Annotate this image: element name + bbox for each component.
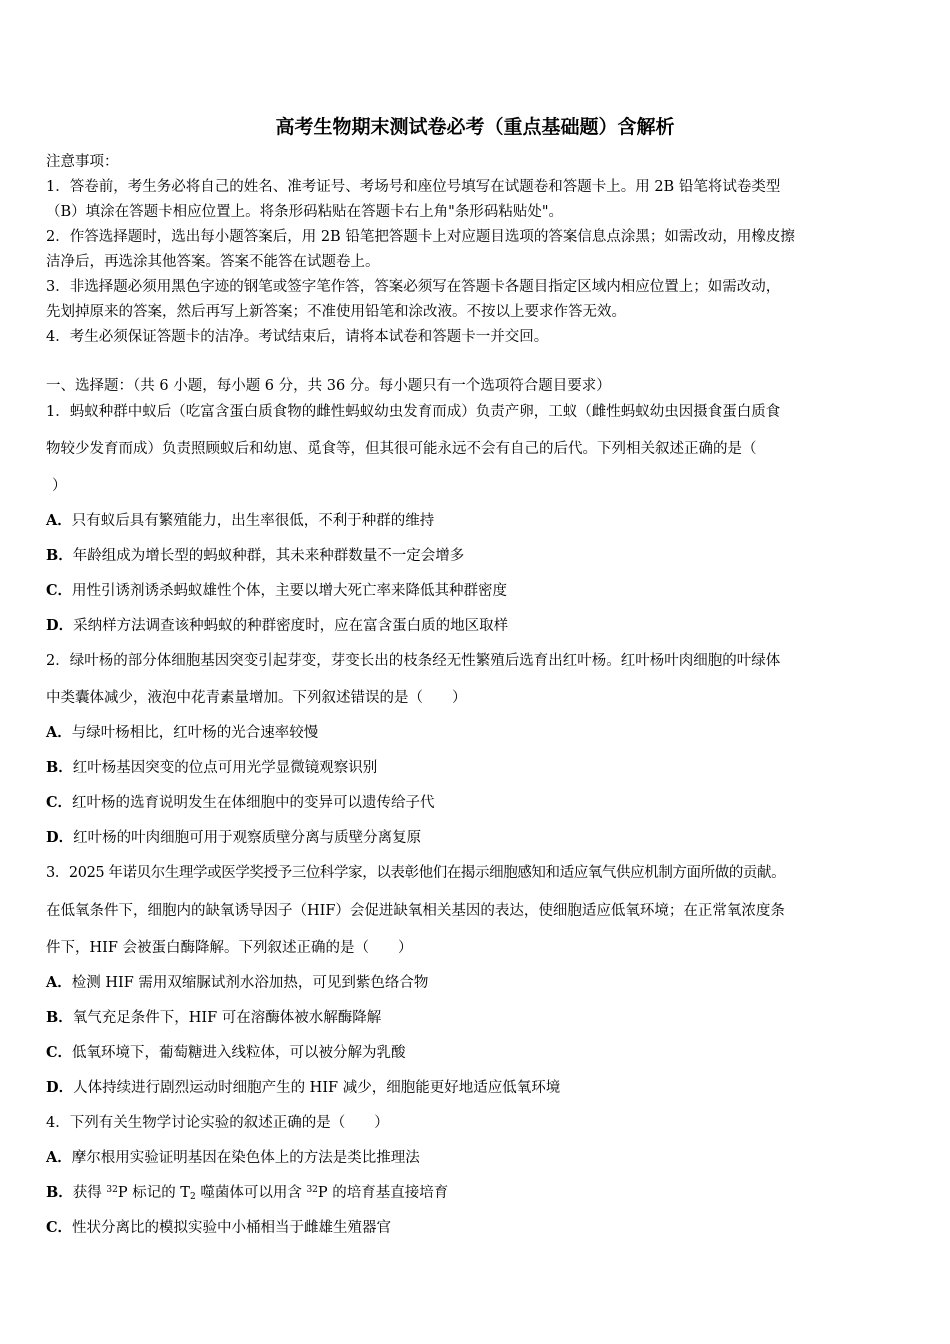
option-text: 采纳样方法调查该种蚂蚁的种群密度时，应在富含蛋白质的地区取样 [73, 618, 509, 634]
option-text: 红叶杨的叶肉细胞可用于观察质壁分离与质壁分离复原 [73, 830, 422, 846]
page-title: 高考生物期末测试卷必考（重点基础题）含解析 [275, 116, 675, 138]
option-text: 年龄组成为增长型的蚂蚁种群，其未来种群数量不一定会增多 [72, 548, 465, 564]
option-label: B． [46, 1184, 73, 1201]
option-label: C． [46, 794, 73, 811]
option-text: 低氧环境下，葡萄糖进入线粒体，可以被分解为乳酸 [72, 1045, 406, 1061]
option-text: 红叶杨基因突变的位点可用光学显微镜观察识别 [72, 760, 378, 776]
question-1-option-a [46, 511, 434, 531]
option-label: C． [46, 1044, 73, 1061]
option-label: A． [46, 724, 72, 741]
question-3-option-a [46, 973, 428, 993]
notice-heading: 注意事项： [46, 154, 119, 170]
notice-line: 1．答卷前，考生务必将自己的姓名、准考证号、考场号和座位号填写在试题卷和答题卡上。用 2B 铅笔将试卷类型 [46, 179, 781, 195]
option-text: 用性引诱剂诱杀蚂蚁雄性个体，主要以增大死亡率来降低其种群密度 [72, 583, 508, 599]
question-2-option-a [46, 723, 318, 743]
option-label: A． [46, 512, 72, 529]
question-2-option-b [46, 758, 377, 778]
option-label: D． [46, 617, 74, 634]
question-3-option-c [46, 1043, 406, 1063]
notice-line: 3．非选择题必须用黑色字迹的钢笔或签字笔作答，答案必须写在答题卡各题目指定区域内相应位置上；如需改动， [46, 279, 781, 295]
option-label: A． [46, 1149, 72, 1166]
question-3-option-b [46, 1008, 381, 1028]
question-4-option-b [46, 1183, 448, 1203]
question-1-stem: 1．蚂蚁种群中蚁后（吃富含蛋白质食物的雌性蚂蚁幼虫发育而成）负责产卵，工蚁（雌性蚂蚁幼虫因摄食蛋白质食 [46, 404, 781, 420]
question-3-stem: 在低氧条件下，细胞内的缺氧诱导因子（HIF）会促进缺氧相关基因的表达，使细胞适应低氧环境；在正常氧浓度条 [46, 903, 785, 919]
option-text: 人体持续进行剧烈运动时细胞产生的 HIF 减少，细胞能更好地适应低氧环境 [73, 1080, 561, 1096]
question-4-option-a [46, 1148, 420, 1168]
notice-line: 先划掉原来的答案，然后再写上新答案；不准使用铅笔和涂改液。不按以上要求作答无效。 [46, 304, 626, 320]
question-2-stem: 2．绿叶杨的部分体细胞基因突变引起芽变，芽变长出的枝条经无性繁殖后选育出红叶杨。红叶杨叶肉细胞的叶绿体 [46, 653, 781, 669]
question-2-option-d [46, 828, 421, 848]
question-2-option-c [46, 793, 435, 813]
question-4-option-c [46, 1218, 391, 1238]
superscript: 32 [106, 1185, 118, 1195]
option-text: P 标记的 T [117, 1185, 190, 1201]
question-3-stem: 3．2025 年诺贝尔生理学或医学奖授予三位科学家，以表彰他们在揭示细胞感知和适应氧气供应机制方面所做的贡献。 [46, 865, 786, 881]
question-3-option-d [46, 1078, 560, 1098]
question-4-stem: 4．下列有关生物学讨论实验的叙述正确的是（ ） [46, 1115, 389, 1131]
option-text: 只有蚁后具有繁殖能力，出生率很低，不利于种群的维持 [71, 513, 435, 529]
notice-line: 2．作答选择题时，选出每小题答案后，用 2B 铅笔把答题卡上对应题目选项的答案信息点涂黑；如需改动，用橡皮擦 [46, 229, 795, 245]
option-text: 红叶杨的选育说明发生在体细胞中的变异可以遗传给子代 [72, 795, 435, 811]
question-1-option-c [46, 581, 507, 601]
option-text: 与绿叶杨相比，红叶杨的光合速率较慢 [71, 725, 319, 741]
option-text: 性状分离比的模拟实验中小桶相当于雌雄生殖器官 [72, 1220, 392, 1236]
option-text: 摩尔根用实验证明基因在染色体上的方法是类比推理法 [71, 1150, 420, 1166]
question-1-stem: 物较少发育而成）负责照顾蚁后和幼崽、觅食等，但其很可能永远不会有自己的后代。下列相关叙述正确的是（ [46, 441, 757, 457]
option-text: 氧气充足条件下，HIF 可在溶酶体被水解酶降解 [72, 1010, 382, 1026]
question-1-stem: ） [52, 478, 67, 494]
notice-line: （B）填涂在答题卡相应位置上。将条形码粘贴在答题卡右上角"条形码粘贴处"。 [46, 204, 563, 220]
section-heading: 一、选择题：（共 6 小题，每小题 6 分，共 36 分。每小题只有一个选项符合题目要求） [46, 378, 611, 394]
option-label: A． [46, 974, 72, 991]
option-label: C． [46, 1219, 73, 1236]
question-1-option-b [46, 546, 464, 566]
option-label: C． [46, 582, 73, 599]
option-label: B． [46, 547, 73, 564]
question-3-stem: 件下，HIF 会被蛋白酶降解。下列叙述正确的是（ ） [46, 940, 413, 956]
subscript: 2 [189, 1192, 196, 1202]
option-label: D． [46, 829, 74, 846]
option-text: P 的培育基直接培育 [317, 1185, 449, 1201]
option-label: D． [46, 1079, 74, 1096]
option-label: B． [46, 759, 73, 776]
option-text: 获得 [72, 1185, 107, 1201]
notice-line: 4．考生必须保证答题卡的洁净。考试结束后，请将本试卷和答题卡一并交回。 [46, 329, 549, 345]
option-label: B． [46, 1009, 73, 1026]
question-1-option-d [46, 616, 508, 636]
notice-line: 洁净后，再选涂其他答案。答案不能答在试题卷上。 [46, 254, 380, 270]
superscript: 32 [306, 1185, 318, 1195]
option-text: 检测 HIF 需用双缩脲试剂水浴加热，可见到紫色络合物 [71, 975, 429, 991]
question-2-stem: 中类囊体减少，液泡中花青素量增加。下列叙述错误的是（ ） [46, 690, 467, 706]
option-text: 噬菌体可以用含 [195, 1185, 307, 1201]
